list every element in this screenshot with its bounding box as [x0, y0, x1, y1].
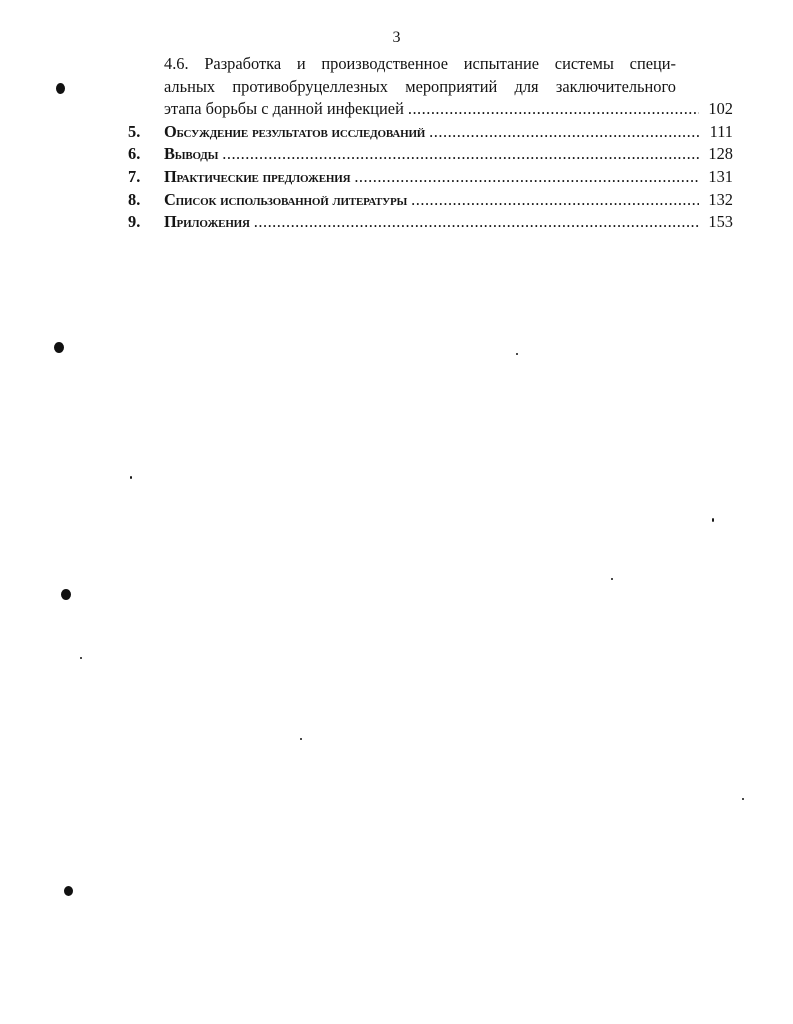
- toc-subentry-line-1: 4.6. Разработка и производственное испытание системы специ-: [164, 54, 676, 73]
- dot-leader: [354, 166, 699, 189]
- toc-entry-8: [128, 189, 733, 212]
- toc-page-number: 131: [708, 166, 733, 186]
- toc-entry-9: [128, 211, 733, 234]
- toc-subentry-line-3: этапа борьбы с данной инфекцией: [164, 99, 404, 119]
- toc-entry-number: 7.: [128, 166, 141, 186]
- scan-speck: [130, 476, 132, 479]
- toc-entry-title: Практические предложения: [164, 166, 351, 186]
- scan-speck: [80, 657, 82, 659]
- toc-page-number: 128: [708, 144, 733, 164]
- toc-page-number: 132: [708, 189, 733, 209]
- binder-hole-mark: [56, 83, 65, 94]
- dot-leader: [222, 143, 699, 166]
- scan-speck: [516, 353, 518, 355]
- toc-entry-6: [128, 143, 733, 166]
- dot-leader: [429, 121, 699, 144]
- dot-leader: [411, 189, 699, 212]
- scan-speck: [742, 798, 744, 800]
- toc-entry-title: Приложения: [164, 212, 250, 232]
- toc-entry-title: Выводы: [164, 144, 219, 164]
- toc-entry-number: 6.: [128, 144, 141, 164]
- toc-page-number: 111: [709, 121, 733, 141]
- binder-hole-mark: [54, 342, 64, 353]
- toc-entry-number: 9.: [128, 212, 141, 232]
- scan-speck: [611, 578, 613, 580]
- toc-entry-number: 5.: [128, 121, 141, 141]
- scan-speck: [300, 738, 302, 740]
- toc-subentry-4-6: [164, 53, 733, 121]
- binder-hole-mark: [64, 886, 73, 896]
- dot-leader: [408, 98, 699, 121]
- toc-entry-7: [128, 166, 733, 189]
- toc-page-number: 153: [708, 212, 733, 232]
- toc-entry-number: 8.: [128, 189, 141, 209]
- toc-entry-title: Список использованной литературы: [164, 189, 408, 209]
- toc-entry-title: Обсуждение результатов исследований: [164, 121, 426, 141]
- binder-hole-mark: [61, 589, 71, 600]
- toc-subentry-last-line: [164, 98, 733, 121]
- dot-leader: [254, 211, 699, 234]
- toc-entry-5: [128, 121, 733, 144]
- page-number: 3: [392, 29, 401, 46]
- toc-subentry-line-2: альных противобруцеллезных мероприятий для заключительного: [164, 76, 676, 96]
- scan-speck: [712, 518, 714, 522]
- toc-page-number: 102: [708, 99, 733, 119]
- table-of-contents: [128, 53, 733, 234]
